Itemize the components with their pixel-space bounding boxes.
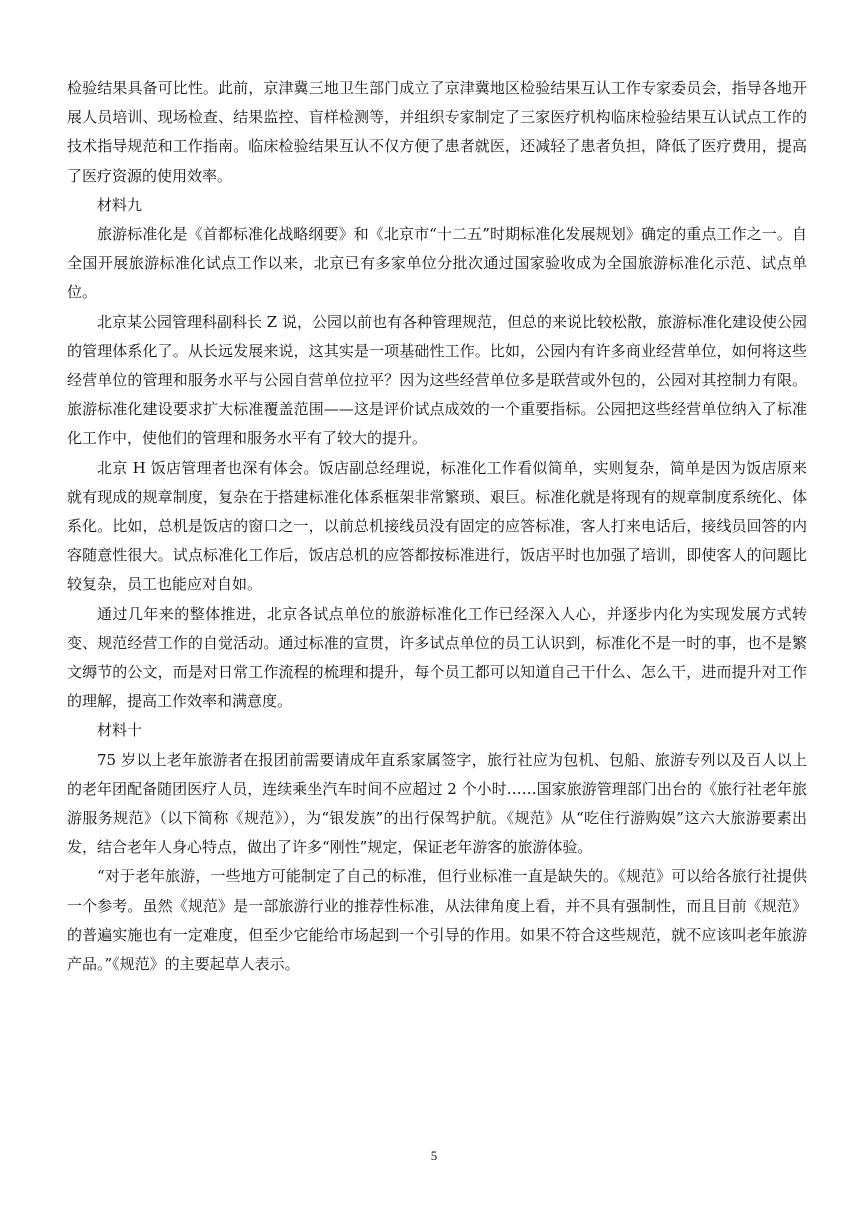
page-number: 5 — [430, 1148, 438, 1163]
paragraph: 北京某公园管理科副科长 Z 说，公园以前也有各种管理规范，但总的来说比较松散，旅游标准化建设使公园的管理体系化了。从长远发展来说，这其实是一项基础性工作。比如，公园内有许多商业经营单位，如何将这些经营单位的管理和服务水平与公园自营单位拉平？因为这些经营单位多是联营或外包的，公园对其控制力有限。旅游标准化建设要求扩大标准覆盖范围——这是评价试点成效的一个重要指标。公园把这些经营单位纳入了标准化工作中，使他们的管理和服务水平有了较大的提升。 — [67, 312, 807, 448]
section-heading-material-9: 材料九 — [97, 195, 143, 214]
paragraph: 通过几年来的整体推进，北京各试点单位的旅游标准化工作已经深入人心，并逐步内化为实现发展方式转变、规范经营工作的自觉活动。通过标准的宣贯，许多试点单位的员工认识到，标准化不是一时的事，也不是繁文缛节的公文，而是对日常工作流程的梳理和提升，每个员工都可以知道自己干什么、怎么干，进而提升对工作的理解，提高工作效率和满意度。 — [67, 604, 807, 711]
document-body — [67, 74, 807, 979]
paragraph-continuation: 检验结果具备可比性。此前，京津冀三地卫生部门成立了京津冀地区检验结果互认工作专家委员会，指导各地开展人员培训、现场检查、结果监控、盲样检测等，并组织专家制定了三家医疗机构临床检验结果互认试点工作的技术指导规范和工作指南。临床检验结果互认不仅方便了患者就医，还减轻了患者负担，降低了医疗费用，提高了医疗资源的使用效率。 — [67, 79, 807, 185]
paragraph: 75 岁以上老年旅游者在报团前需要请成年直系家属签字，旅行社应为包机、包船、旅游专列以及百人以上的老年团配备随团医疗人员，连续乘坐汽车时间不应超过 2 个小时……国家旅游管理部门出台的《旅行社老年旅游服务规范》（以下简称《规范》），为“银发族”的出行保驾护航。《规范》从“吃住行游购娱”这六大旅游要素出发，结合老年人身心特点，做出了许多“刚性”规定，保证老年游客的旅游体验。 — [67, 750, 807, 857]
section-heading-material-10: 材料十 — [97, 721, 143, 740]
paragraph: 北京 H 饭店管理者也深有体会。饭店副总经理说，标准化工作看似简单，实则复杂，简单是因为饭店原来就有现成的规章制度，复杂在于搭建标准化体系框架非常繁琐、艰巨。标准化就是将现有的规章制度系统化、体系化。比如，总机是饭店的窗口之一，以前总机接线员没有固定的应答标准，客人打来电话后，接线员回答的内容随意性很大。试点标准化工作后，饭店总机的应答都按标准进行，饭店平时也加强了培训，即使客人的问题比较复杂，员工也能应对自如。 — [67, 458, 807, 594]
paragraph: “对于老年旅游，一些地方可能制定了自己的标准，但行业标准一直是缺失的。《规范》可以给各旅行社提供一个参考。虽然《规范》是一部旅游行业的推荐性标准，从法律角度上看，并不具有强制性，而且目前《规范》的普遍实施也有一定难度，但至少它能给市场起到一个引导的作用。如果不符合这些规范，就不应该叫老年旅游产品。”《规范》的主要起草人表示。 — [67, 867, 807, 974]
paragraph: 旅游标准化是《首都标准化战略纲要》和《北京市“十二五”时期标准化发展规划》确定的重点工作之一。自全国开展旅游标准化试点工作以来，北京已有多家单位分批次通过国家验收成为全国旅游标准化示范、试点单位。 — [67, 225, 807, 302]
